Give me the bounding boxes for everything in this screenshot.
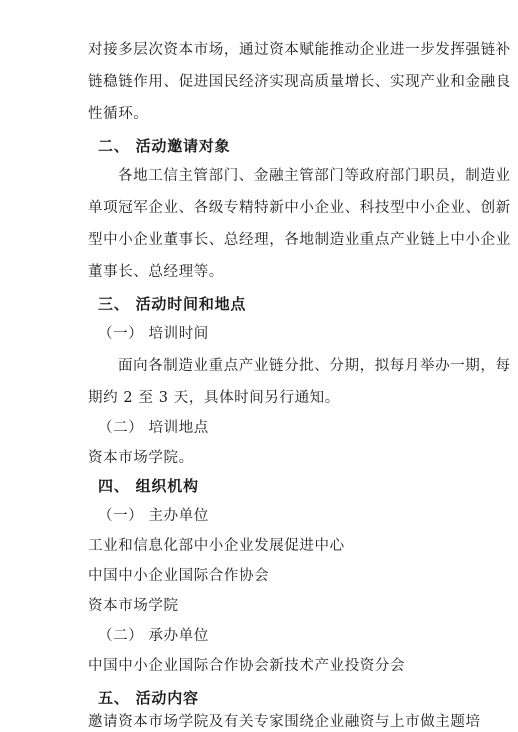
- list-item: 资本市场学院: [88, 598, 179, 614]
- paragraph-line: 各地工信主管部门、金融主管部门等政府部门职员，制造业: [118, 168, 511, 184]
- paragraph-line: 资本市场学院。: [88, 450, 194, 466]
- paragraph-line: 面向各制造业重点产业链分批、分期，拟每月举办一期，每: [118, 358, 511, 374]
- paragraph-line: 对接多层次资本市场，通过资本赋能推动企业进一步发挥强链补: [88, 42, 511, 58]
- list-item: 中国中小企业国际合作协会新技术产业投资分会: [88, 658, 406, 674]
- subsection-heading: （二） 培训地点: [98, 420, 209, 436]
- section-heading: 三、 活动时间和地点: [98, 295, 247, 313]
- paragraph-line: 单项冠军企业、各级专精特新中小企业、科技型中小企业、创新: [88, 200, 511, 216]
- paragraph-line: 邀请资本市场学院及有关专家围绕企业融资与上市做主题培: [88, 714, 481, 730]
- subsection-heading: （一） 培训时间: [98, 326, 209, 342]
- section-heading: 二、 活动邀请对象: [98, 137, 231, 155]
- paragraph-line: 性循环。: [88, 106, 149, 122]
- subsection-heading: （一） 主办单位: [98, 508, 209, 524]
- list-item: 中国中小企业国际合作协会: [88, 568, 270, 584]
- paragraph-line: 链稳链作用、促进国民经济实现高质量增长、实现产业和金融良: [88, 74, 511, 90]
- paragraph-line: 期约 2 至 3 天，具体时间另行通知。: [88, 390, 340, 406]
- paragraph-line: 型中小企业董事长、总经理，各地制造业重点产业链上中小企业: [88, 232, 511, 248]
- paragraph-line: 董事长、总经理等。: [88, 264, 224, 280]
- section-heading: 四、 组织机构: [98, 477, 199, 495]
- subsection-heading: （二） 承办单位: [98, 628, 209, 644]
- list-item: 工业和信息化部中小企业发展促进中心: [88, 538, 345, 554]
- section-heading: 五、 活动内容: [98, 689, 199, 707]
